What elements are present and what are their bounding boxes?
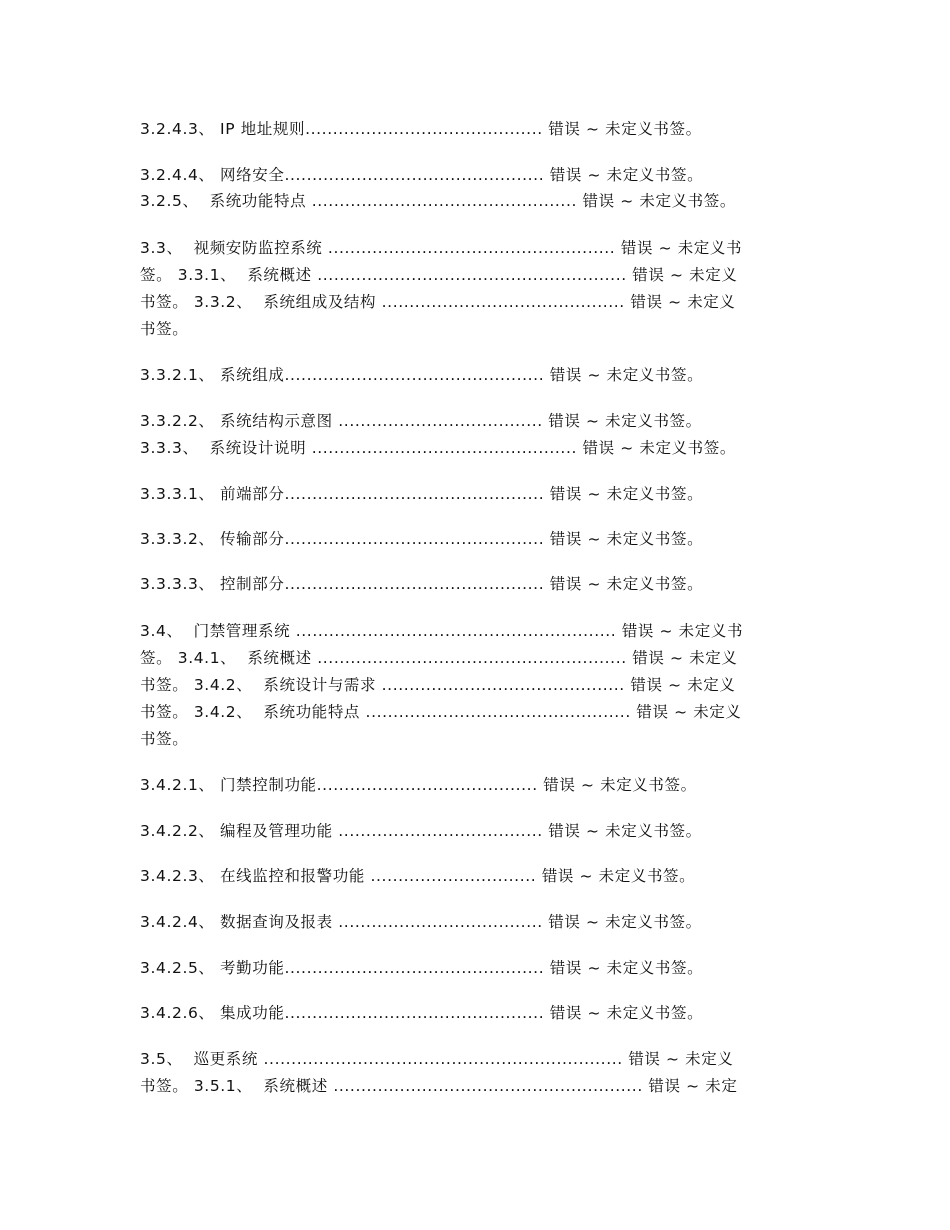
toc-line[interactable]: 3.4.2.1、 门禁控制功能........................................ 错误 ~ 未定义书签。	[140, 776, 697, 794]
toc-line[interactable]: 3.4.2.4、 数据查询及报表 ..................................... 错误 ~ 未定义书签。	[140, 913, 702, 931]
toc-line[interactable]: 书签。 3.3.2、 系统组成及结构 ............................................ 错误 ~ 未定义	[140, 293, 736, 311]
toc-line[interactable]: 3.4.2.2、 编程及管理功能 ..................................... 错误 ~ 未定义书签。	[140, 822, 702, 840]
toc-line[interactable]: 3.2.4.4、 网络安全............................................... 错误 ~ 未定义书签。	[140, 166, 704, 184]
toc-line[interactable]: 3.3.3.2、 传输部分............................................... 错误 ~ 未定义书签。	[140, 530, 704, 548]
toc-line[interactable]: 3.4.2.6、 集成功能............................................... 错误 ~ 未定义书签。	[140, 1004, 704, 1022]
toc-line[interactable]: 3.3.3.3、 控制部分............................................... 错误 ~ 未定义书签。	[140, 575, 704, 593]
toc-line[interactable]: 3.2.5、 系统功能特点 ................................................ 错误 ~ 未定义书签。	[140, 192, 736, 210]
toc-line[interactable]: 签。 3.4.1、 系统概述 ........................................................ 错误 ~ 未定义	[140, 649, 738, 667]
toc-line: 书签。	[140, 320, 189, 338]
toc-line[interactable]: 3.2.4.3、 IP 地址规则........................................... 错误 ~ 未定义书签。	[140, 120, 702, 138]
toc-line[interactable]: 3.5、 巡更系统 ................................................................. 错误 ~ 未定义	[140, 1050, 734, 1068]
toc-line[interactable]: 书签。 3.4.2、 系统设计与需求 ............................................ 错误 ~ 未定义	[140, 676, 736, 694]
toc-line[interactable]: 3.4.2.3、 在线监控和报警功能 .............................. 错误 ~ 未定义书签。	[140, 867, 696, 885]
toc-line[interactable]: 3.3.2.2、 系统结构示意图 ..................................... 错误 ~ 未定义书签。	[140, 412, 702, 430]
toc-line[interactable]: 3.3.3、 系统设计说明 ................................................ 错误 ~ 未定义书签。	[140, 439, 736, 457]
toc-line[interactable]: 3.3、 视频安防监控系统 .................................................... 错误 ~ 未定义书	[140, 239, 743, 257]
toc-line[interactable]: 3.4、 门禁管理系统 .......................................................... 错误 ~ 未定义书	[140, 622, 744, 640]
toc-line[interactable]: 3.3.2.1、 系统组成............................................... 错误 ~ 未定义书签。	[140, 366, 704, 384]
toc-line[interactable]: 书签。 3.5.1、 系统概述 ........................................................ 错误 ~ 未定	[140, 1077, 738, 1095]
toc-line[interactable]: 签。 3.3.1、 系统概述 ........................................................ 错误 ~ 未定义	[140, 266, 738, 284]
toc-line[interactable]: 书签。 3.4.2、 系统功能特点 ................................................ 错误 ~ 未定义	[140, 703, 742, 721]
toc-line[interactable]: 3.4.2.5、 考勤功能............................................... 错误 ~ 未定义书签。	[140, 959, 704, 977]
toc-line[interactable]: 3.3.3.1、 前端部分............................................... 错误 ~ 未定义书签。	[140, 485, 704, 503]
toc-line: 书签。	[140, 730, 189, 748]
